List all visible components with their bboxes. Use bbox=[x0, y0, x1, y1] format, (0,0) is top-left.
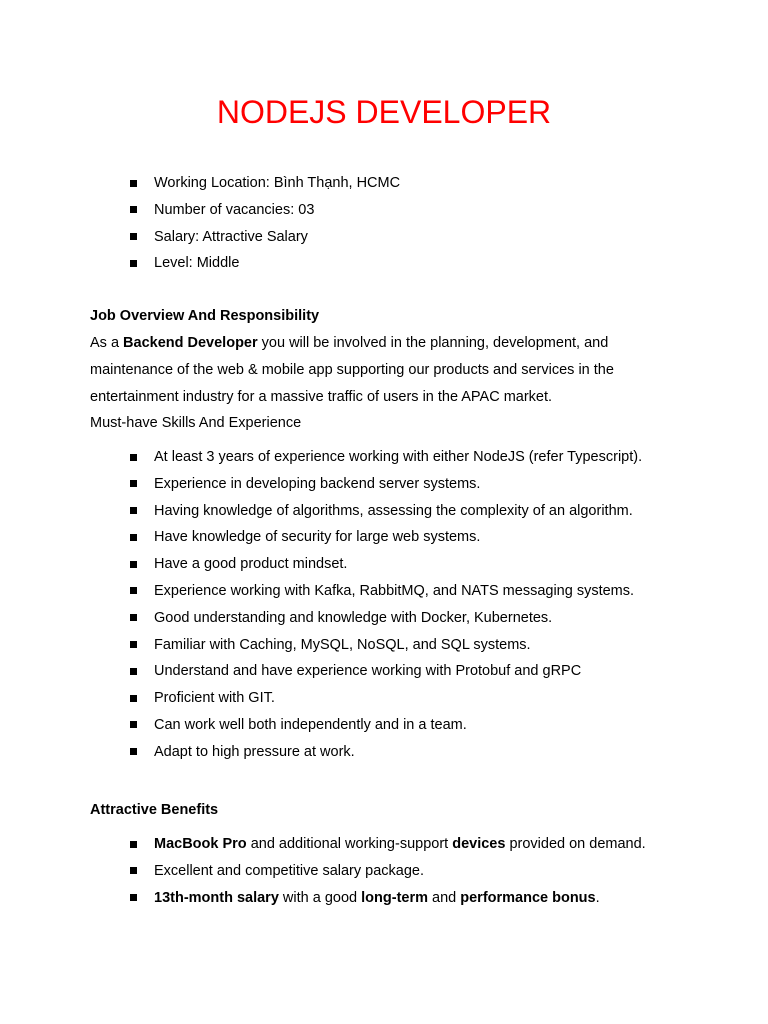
list-item bbox=[130, 444, 642, 471]
benefit-text: and bbox=[428, 889, 461, 906]
info-vacancies: Number of vacancies: 03 bbox=[154, 201, 315, 218]
list-item bbox=[130, 170, 400, 197]
skill-text: Adapt to high pressure at work. bbox=[154, 743, 355, 760]
list-item bbox=[130, 885, 646, 912]
list-item bbox=[130, 224, 400, 251]
skill-text: Can work well both independently and in a team. bbox=[154, 716, 467, 733]
skill-text: Have knowledge of security for large web systems. bbox=[154, 529, 481, 546]
square-bullet-icon bbox=[130, 480, 137, 487]
list-item bbox=[130, 605, 642, 632]
square-bullet-icon bbox=[130, 668, 137, 675]
info-level: Level: Middle bbox=[154, 255, 240, 272]
list-item bbox=[130, 739, 642, 766]
skill-text: Have a good product mindset. bbox=[154, 556, 348, 573]
square-bullet-icon bbox=[130, 233, 137, 240]
list-item bbox=[130, 578, 642, 605]
document-title: NODEJS DEVELOPER bbox=[216, 94, 552, 130]
overview-line-1 bbox=[90, 330, 690, 357]
skill-text: Familiar with Caching, MySQL, NoSQL, and SQL systems. bbox=[154, 636, 531, 653]
square-bullet-icon bbox=[130, 180, 137, 187]
benefit-text: with a good bbox=[278, 889, 362, 906]
overview-line-2: maintenance of the web & mobile app supporting our products and services in the bbox=[90, 361, 614, 378]
benefit-text: Excellent and competitive salary package. bbox=[154, 862, 425, 879]
benefit-text: and additional working-support bbox=[246, 836, 453, 852]
square-bullet-icon bbox=[130, 894, 137, 901]
square-bullet-icon bbox=[130, 206, 137, 213]
skill-text: Good understanding and knowledge with Docker, Kubernetes. bbox=[154, 609, 553, 626]
square-bullet-icon bbox=[130, 534, 137, 541]
benefits-list bbox=[130, 831, 646, 911]
benefit-bold: 13th-month salary bbox=[154, 889, 279, 906]
overview-intro-prefix: As a bbox=[90, 335, 124, 351]
list-item bbox=[130, 858, 646, 885]
list-item bbox=[130, 831, 646, 858]
skill-text: At least 3 years of experience working with either NodeJS (refer Typescript). bbox=[154, 449, 643, 465]
benefit-text: . bbox=[595, 889, 600, 906]
square-bullet-icon bbox=[130, 587, 137, 594]
list-item bbox=[130, 250, 400, 277]
job-info-list bbox=[130, 170, 400, 277]
square-bullet-icon bbox=[130, 260, 137, 267]
square-bullet-icon bbox=[130, 641, 137, 648]
benefit-bold: long-term bbox=[361, 889, 428, 906]
skills-heading: Must-have Skills And Experience bbox=[90, 415, 302, 432]
square-bullet-icon bbox=[130, 507, 137, 514]
square-bullet-icon bbox=[130, 748, 137, 755]
list-item bbox=[130, 471, 642, 498]
list-item bbox=[130, 498, 642, 525]
square-bullet-icon bbox=[130, 867, 137, 874]
list-item bbox=[130, 712, 642, 739]
list-item bbox=[130, 197, 400, 224]
benefit-bold: performance bonus bbox=[460, 889, 596, 906]
benefit-bold: MacBook Pro bbox=[154, 836, 247, 852]
list-item bbox=[130, 685, 642, 712]
square-bullet-icon bbox=[130, 841, 137, 848]
skills-list bbox=[130, 444, 642, 766]
benefit-bold: devices bbox=[452, 836, 506, 852]
skill-text: Having knowledge of algorithms, assessing the complexity of an algorithm. bbox=[154, 502, 633, 519]
skill-text: Experience working with Kafka, RabbitMQ, and NATS messaging systems. bbox=[154, 582, 635, 599]
skill-text: Understand and have experience working with Protobuf and gRPC bbox=[154, 663, 582, 680]
square-bullet-icon bbox=[130, 561, 137, 568]
skill-text: Proficient with GIT. bbox=[154, 690, 275, 707]
list-item bbox=[130, 658, 642, 685]
list-item bbox=[130, 632, 642, 659]
square-bullet-icon bbox=[130, 695, 137, 702]
square-bullet-icon bbox=[130, 614, 137, 621]
benefits-heading: Attractive Benefits bbox=[90, 802, 219, 818]
info-salary: Salary: Attractive Salary bbox=[154, 228, 308, 245]
square-bullet-icon bbox=[130, 721, 137, 728]
overview-heading: Job Overview And Responsibility bbox=[90, 308, 320, 324]
benefit-text: provided on demand. bbox=[505, 836, 646, 852]
list-item bbox=[130, 524, 642, 551]
square-bullet-icon bbox=[130, 454, 137, 461]
overview-role-bold: Backend Developer bbox=[123, 335, 258, 351]
overview-line-3: entertainment industry for a massive traffic of users in the APAC market. bbox=[90, 388, 553, 405]
skill-text: Experience in developing backend server systems. bbox=[154, 475, 481, 492]
info-location: Working Location: Bình Thạnh, HCMC bbox=[154, 175, 401, 191]
overview-paragraph bbox=[90, 330, 690, 437]
list-item bbox=[130, 551, 642, 578]
overview-intro-rest: you will be involved in the planning, development, and bbox=[257, 335, 609, 351]
